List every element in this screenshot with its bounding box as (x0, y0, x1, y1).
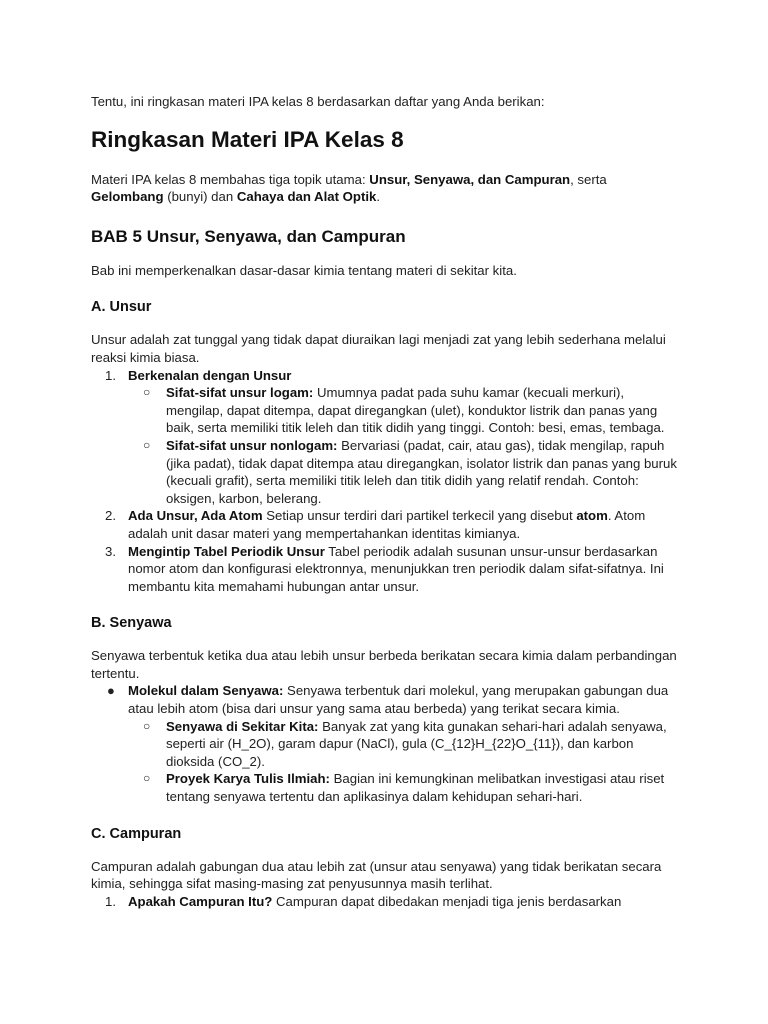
sublist-item-title: Sifat-sifat unsur nonlogam: (166, 437, 338, 453)
sublist-item (128, 384, 681, 437)
senyawa-description: Senyawa terbentuk ketika dua atau lebih unsur berbeda berikatan secara kimia dalam perbandingan tertentu. (91, 648, 677, 681)
sublist-item-text: Umumnya padat pada suhu kamar (kecuali merkuri), mengilap, dapat ditempa, dapat diregangkan (ulet), konduktor listrik dan panas yang baik, serta memiliki titik leleh dan titik didih yang tinggi. Contoh: besi, emas, tembaga. (166, 385, 665, 436)
senyawa-heading: B. Senyawa (91, 615, 172, 632)
list-item (91, 543, 681, 596)
list-item (91, 682, 681, 805)
list-number: 1. (105, 367, 116, 383)
sublist-item (128, 718, 681, 771)
list-item-text: Senyawa terbentuk dari molekul, yang merupakan gabungan dua atau lebih atom (bisa dari unsur yang sama atau berbeda) yang terikat secara kimia. (128, 683, 669, 717)
list-item-text-2: . Atom adalah unit dasar materi yang mempertahankan identitas kimianya. (128, 508, 646, 541)
summary-end: . (376, 189, 381, 205)
page-title: Ringkasan Materi IPA Kelas 8 (91, 126, 404, 152)
sublist (128, 384, 681, 507)
summary-paragraph (91, 171, 681, 206)
list-item-title: Mengintip Tabel Periodik Unsur (128, 543, 325, 559)
list-item-title: Apakah Campuran Itu? (128, 893, 273, 909)
campuran-heading: C. Campuran (91, 825, 182, 842)
unsur-list (91, 367, 681, 596)
list-item-text: Tabel periodik adalah susunan unsur-unsur berdasarkan nomor atom dan konfigurasi elektronnya, menunjukkan tren periodik dalam sifat-sifatnya. Ini membantu kita memahami hubungan antar unsur. (128, 543, 664, 594)
list-item (91, 893, 681, 911)
disc-bullet-icon: ● (107, 683, 115, 699)
list-item-title: Berkenalan dengan Unsur (128, 367, 292, 383)
circle-bullet-icon: ○ (143, 385, 151, 400)
list-item-text: Campuran dapat dibedakan menjadi tiga jenis berdasarkan (272, 893, 622, 909)
summary-pre: Materi IPA kelas 8 membahas tiga topik utama: (91, 171, 370, 187)
sublist-item-text: Bagian ini kemungkinan melibatkan investigasi atau riset tentang senyawa tertentu dan aplikasinya dalam kehidupan sehari-hari. (166, 771, 665, 805)
list-item-title: Ada Unsur, Ada Atom (128, 508, 263, 524)
sublist-item (128, 770, 681, 805)
sublist-item-text: Banyak zat yang kita gunakan sehari-hari adalah senyawa, seperti air (H_2O), garam dapur (NaCl), gula (C_{12}H_{22}O_{11}), dan karbon dioksida (CO_2). (166, 718, 667, 769)
list-item-bold-term: atom (576, 508, 608, 524)
summary-bold-3: Cahaya dan Alat Optik (236, 189, 377, 205)
circle-bullet-icon: ○ (143, 718, 151, 733)
campuran-description: Campuran adalah gabungan dua atau lebih zat (unsur atau senyawa) yang tidak berikatan secara kimia, sehingga sifat masing-masing zat penyusunnya masih terlihat. (91, 858, 662, 892)
sublist-item-title: Proyek Karya Tulis Ilmiah: (166, 771, 330, 787)
senyawa-list (91, 682, 681, 805)
sublist-item-title: Senyawa di Sekitar Kita: (166, 718, 319, 734)
summary-mid-2: (bunyi) dan (163, 189, 237, 205)
list-item (91, 367, 681, 508)
bab5-heading: BAB 5 Unsur, Senyawa, dan Campuran (91, 226, 406, 246)
intro-text: Tentu, ini ringkasan materi IPA kelas 8 berdasarkan daftar yang Anda berikan: (91, 94, 545, 109)
circle-bullet-icon: ○ (143, 437, 151, 452)
unsur-description: Unsur adalah zat tunggal yang tidak dapat diuraikan lagi menjadi zat yang lebih sederhana melalui reaksi kimia biasa. (91, 332, 666, 365)
list-number: 3. (105, 543, 116, 559)
list-item-text: Setiap unsur terdiri dari partikel terkecil yang disebut (262, 508, 577, 524)
list-item-title: Molekul dalam Senyawa: (128, 683, 284, 699)
summary-mid-1: , serta (570, 171, 607, 187)
list-number: 1. (105, 893, 116, 909)
list-number: 2. (105, 508, 116, 524)
summary-bold-2: Gelombang (91, 189, 164, 205)
circle-bullet-icon: ○ (143, 771, 151, 786)
bab5-intro: Bab ini memperkenalkan dasar-dasar kimia tentang materi di sekitar kita. (91, 262, 517, 278)
sublist-item (128, 437, 681, 507)
sublist (128, 718, 681, 806)
sublist-item-title: Sifat-sifat unsur logam: (166, 385, 314, 401)
sublist-item-text: Bervariasi (padat, cair, atau gas), tidak mengilap, rapuh (jika padat), tidak dapat ditempa atau diregangkan, isolator listrik dan panas yang buruk (kecuali grafit), serta memiliki titik leleh dan titik didih yang relatif rendah. Contoh: oksigen, karbon, belerang. (166, 437, 677, 506)
document-body (91, 93, 681, 910)
unsur-heading: A. Unsur (91, 299, 152, 316)
campuran-list (91, 893, 681, 911)
list-item (91, 507, 681, 542)
summary-bold-1: Unsur, Senyawa, dan Campuran (369, 171, 571, 187)
